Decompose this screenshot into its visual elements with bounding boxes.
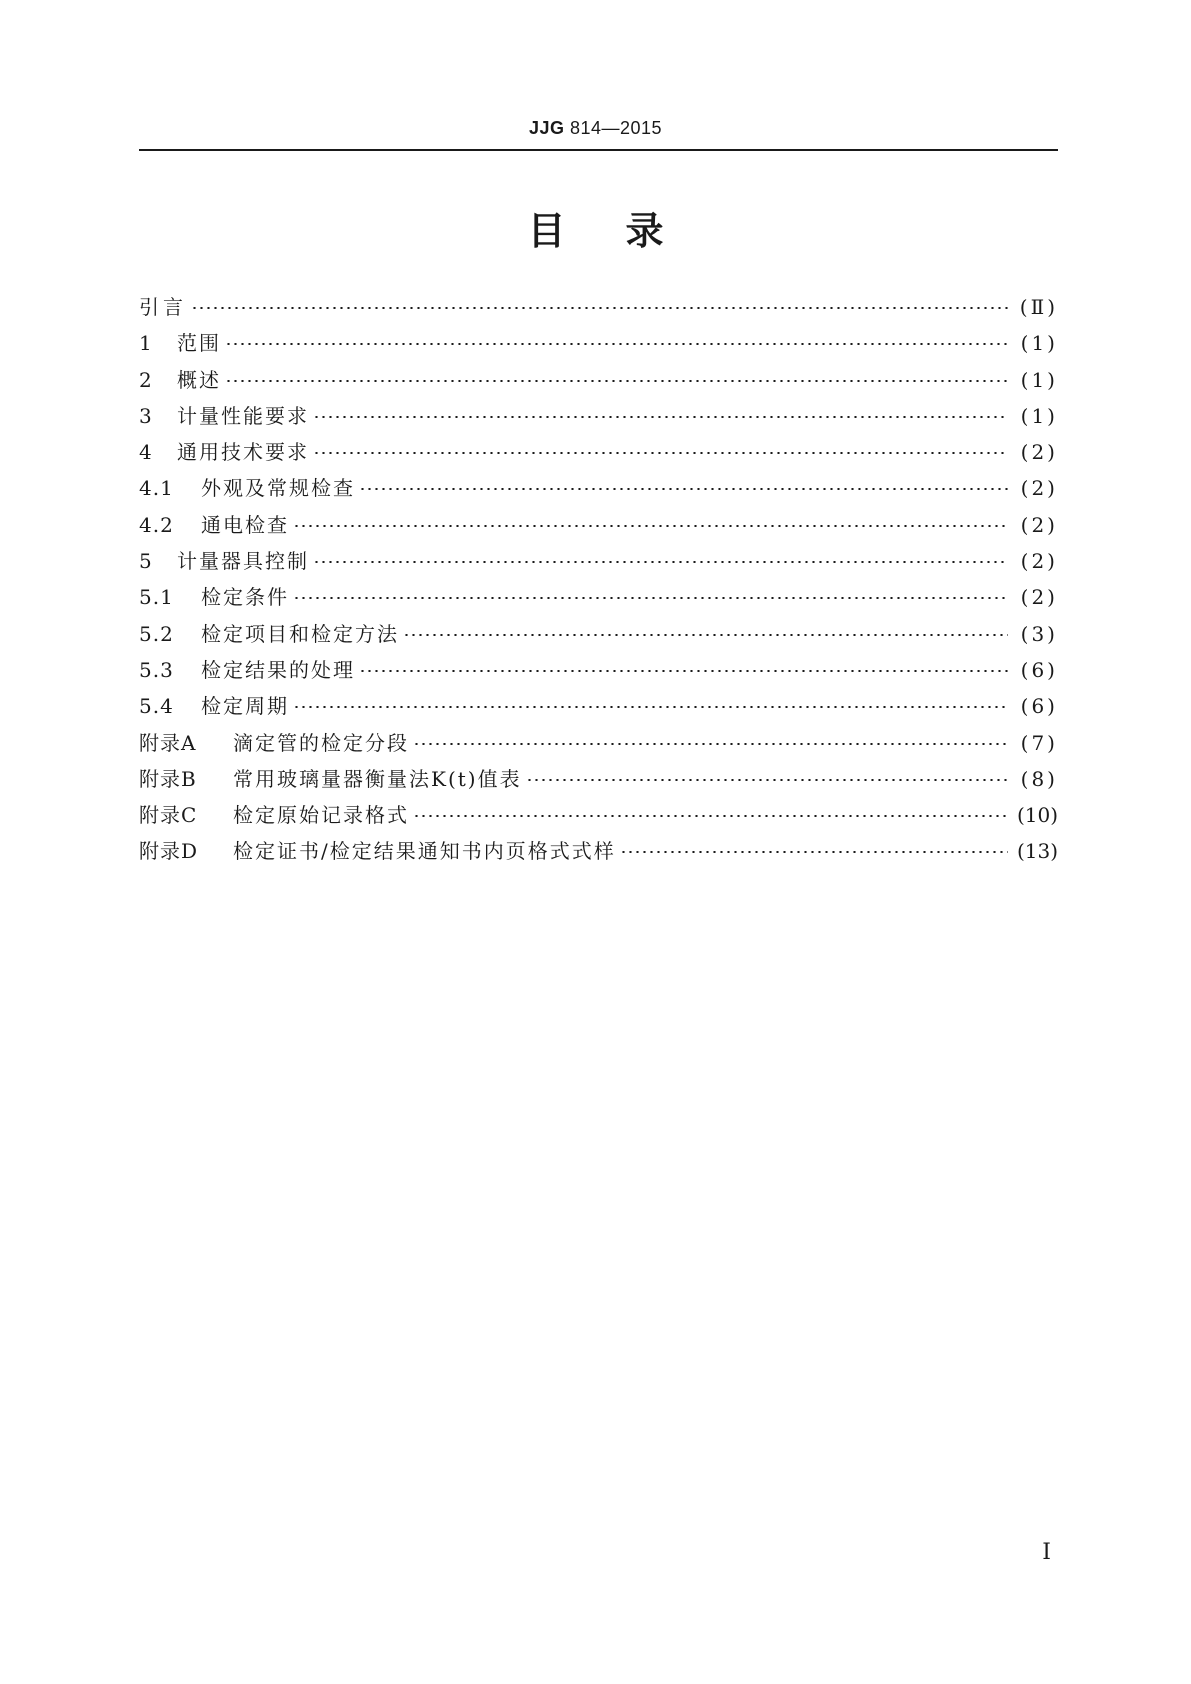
toc-entry-number: 4 (139, 440, 153, 465)
toc-entry-number: 5.1 (139, 585, 174, 610)
toc-entry-label: 范围 (177, 331, 221, 356)
toc-entry-number: 附录C (139, 803, 198, 828)
toc-entry-1[interactable] (139, 325, 1058, 361)
toc-entry-number: 5.2 (139, 621, 174, 646)
dot-leader (359, 488, 1008, 490)
toc-entry-page: (2) (1020, 512, 1058, 537)
dot-leader (313, 416, 1008, 418)
toc-entry-label: 检定条件 (201, 585, 289, 610)
toc-entry-label: 外观及常规检查 (201, 476, 355, 501)
toc-entry-label: 检定原始记录格式 (233, 803, 409, 828)
toc-entry-appendix-b[interactable] (139, 761, 1058, 797)
toc-entry-label: 检定结果的处理 (201, 657, 355, 682)
toc-entry-4[interactable] (139, 434, 1058, 470)
table-of-contents (139, 289, 1058, 870)
header-divider (139, 149, 1058, 151)
dot-leader (413, 743, 1008, 745)
toc-entry-page: (2) (1020, 585, 1058, 610)
toc-entry-page: (1) (1020, 331, 1058, 356)
toc-entry-number: 2 (139, 367, 153, 392)
toc-entry-4-2[interactable] (139, 507, 1058, 543)
dot-leader (359, 670, 1008, 672)
toc-entry-label: 概述 (177, 367, 221, 392)
toc-entry-page: (3) (1020, 621, 1058, 646)
toc-entry-number: 5.3 (139, 657, 174, 682)
toc-entry-appendix-c[interactable] (139, 797, 1058, 833)
toc-entry-page: (2) (1020, 549, 1058, 574)
standard-code-header (0, 118, 1191, 139)
standard-prefix: JJG (528, 118, 565, 138)
toc-entry-number: 3 (139, 403, 153, 428)
toc-entry-label: 通电检查 (201, 512, 289, 537)
toc-entry-appendix-a[interactable] (139, 725, 1058, 761)
toc-entry-number: 1 (139, 331, 153, 356)
toc-entry-page: (1) (1020, 367, 1058, 392)
toc-entry-number: 附录D (139, 839, 199, 864)
toc-entry-page: (Ⅱ) (1019, 295, 1058, 319)
toc-entry-appendix-d[interactable] (139, 833, 1058, 869)
dot-leader (526, 779, 1008, 781)
dot-leader (313, 561, 1008, 563)
toc-entry-5-4[interactable] (139, 688, 1058, 724)
toc-entry-label: 检定项目和检定方法 (201, 621, 399, 646)
toc-entry-number: 4.1 (139, 476, 174, 501)
dot-leader (293, 597, 1008, 599)
toc-entry-page: (6) (1020, 657, 1058, 682)
toc-entry-5-3[interactable] (139, 652, 1058, 688)
toc-entry-5-2[interactable] (139, 616, 1058, 652)
dot-leader (191, 307, 1008, 309)
toc-entry-number: 附录A (139, 730, 197, 755)
dot-leader (293, 706, 1008, 708)
dot-leader (313, 452, 1008, 454)
dot-leader (225, 380, 1008, 382)
toc-entry-label: 计量器具控制 (177, 549, 309, 574)
toc-entry-label: 检定周期 (201, 694, 289, 719)
toc-entry-page: (6) (1020, 694, 1058, 719)
toc-entry-page: (13) (1016, 839, 1058, 864)
toc-entry-label: 检定证书/检定结果通知书内页格式式样 (233, 839, 616, 864)
toc-entry-4-1[interactable] (139, 470, 1058, 506)
toc-entry-5[interactable] (139, 543, 1058, 579)
toc-entry-number: 5.4 (139, 694, 174, 719)
dot-leader (403, 634, 1008, 636)
toc-entry-2[interactable] (139, 362, 1058, 398)
toc-entry-number: 5 (139, 549, 153, 574)
page-number: Ⅰ (1042, 1540, 1051, 1565)
toc-entry-intro[interactable] (139, 289, 1058, 325)
standard-number: 814—2015 (564, 118, 663, 138)
toc-entry-label: 通用技术要求 (177, 440, 309, 465)
toc-entry-3[interactable] (139, 398, 1058, 434)
toc-entry-label: 引言 (139, 295, 187, 319)
toc-entry-page: (2) (1020, 440, 1058, 465)
toc-entry-number: 附录B (139, 766, 197, 791)
dot-leader (225, 343, 1008, 345)
toc-entry-number: 4.2 (139, 512, 174, 537)
dot-leader (620, 851, 1008, 853)
toc-entry-page: (1) (1020, 403, 1058, 428)
toc-entry-5-1[interactable] (139, 579, 1058, 615)
toc-entry-page: (8) (1020, 766, 1058, 791)
toc-entry-page: (10) (1016, 803, 1058, 828)
toc-entry-page: (2) (1020, 476, 1058, 501)
toc-entry-page: (7) (1020, 730, 1058, 755)
dot-leader (293, 525, 1008, 527)
toc-entry-label: 常用玻璃量器衡量法K(t)值表 (233, 766, 522, 791)
toc-title: 目录 (527, 209, 724, 253)
toc-entry-label: 滴定管的检定分段 (233, 730, 409, 755)
dot-leader (413, 815, 1008, 817)
toc-entry-label: 计量性能要求 (177, 403, 309, 428)
